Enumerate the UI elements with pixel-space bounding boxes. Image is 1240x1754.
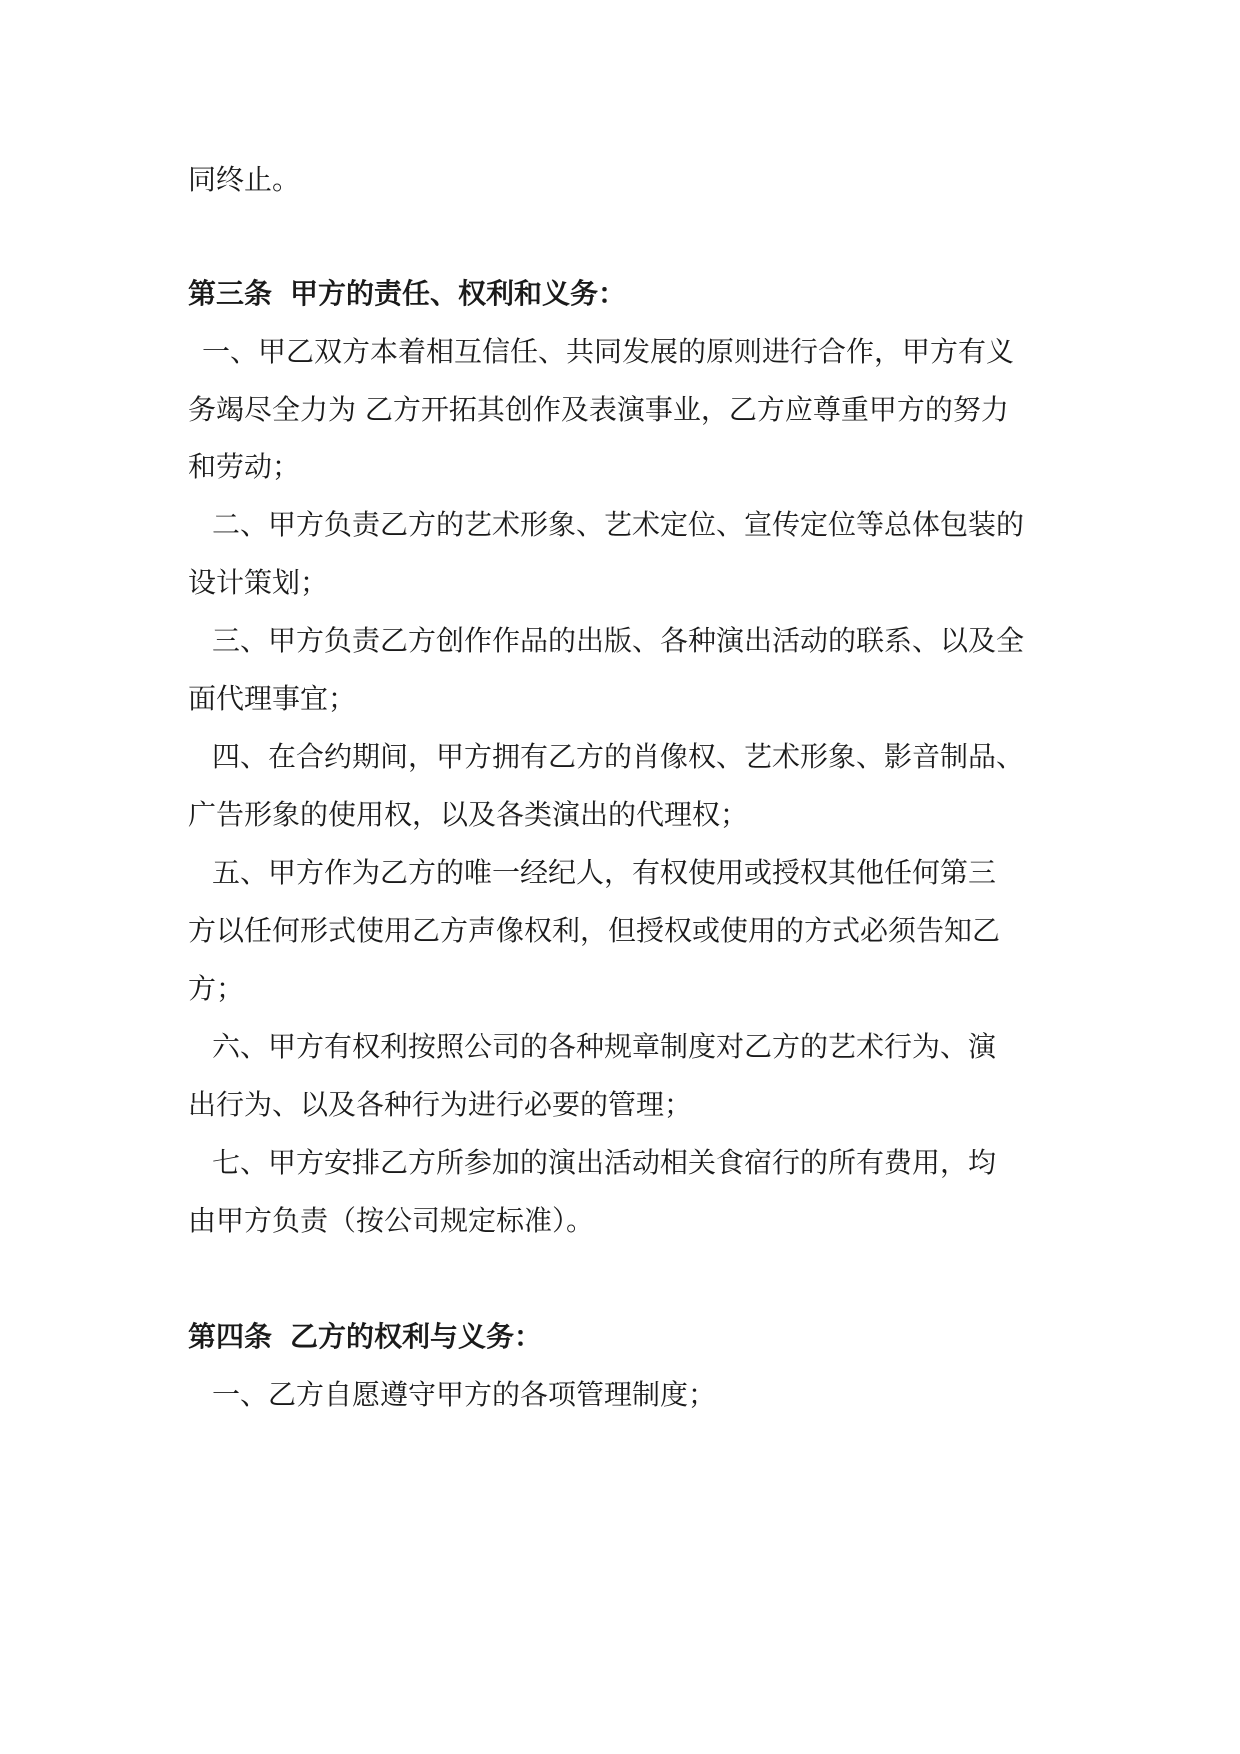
paragraph-line: 二、甲方负责乙方的艺术形象、艺术定位、宣传定位等总体包装的 — [212, 508, 1025, 541]
paragraph-line: 设计策划； — [188, 566, 329, 599]
paragraph-line: 一、乙方自愿遵守甲方的各项管理制度； — [212, 1378, 717, 1411]
article-4-heading — [188, 1317, 542, 1357]
article-number: 第三条 — [188, 277, 273, 310]
paragraph-line: 同终止。 — [188, 163, 301, 196]
paragraph-line: 三、甲方负责乙方创作作品的出版、各种演出活动的联系、以及全 — [212, 624, 1025, 657]
paragraph-line: 务竭尽全力为 乙方开拓其创作及表演事业，乙方应尊重甲方的努力 — [188, 393, 1009, 426]
paragraph-line: 方； — [188, 972, 245, 1005]
article-number: 第四条 — [188, 1320, 273, 1353]
paragraph-line: 出行为、以及各种行为进行必要的管理； — [188, 1088, 693, 1121]
article-3-heading — [188, 274, 626, 314]
paragraph-line: 广告形象的使用权，以及各类演出的代理权； — [188, 798, 749, 831]
paragraph-line: 四、在合约期间，甲方拥有乙方的肖像权、艺术形象、影音制品、 — [212, 740, 1025, 773]
article-title: 甲方的责任、权利和义务： — [290, 277, 627, 310]
paragraph-line: 一、甲乙双方本着相互信任、共同发展的原则进行合作，甲方有义 — [202, 335, 1015, 368]
paragraph-line: 由甲方负责（按公司规定标准）。 — [188, 1204, 595, 1237]
paragraph-line: 五、甲方作为乙方的唯一经纪人，有权使用或授权其他任何第三 — [212, 856, 997, 889]
paragraph-line: 七、甲方安排乙方所参加的演出活动相关食宿行的所有费用，均 — [212, 1146, 997, 1179]
paragraph-line: 六、甲方有权利按照公司的各种规章制度对乙方的艺术行为、演 — [212, 1030, 997, 1063]
paragraph-line: 方以任何形式使用乙方声像权利，但授权或使用的方式必须告知乙 — [188, 914, 1001, 947]
paragraph-line: 面代理事宜； — [188, 682, 357, 715]
paragraph-line: 和劳动； — [188, 450, 301, 483]
article-title: 乙方的权利与义务： — [290, 1320, 543, 1353]
